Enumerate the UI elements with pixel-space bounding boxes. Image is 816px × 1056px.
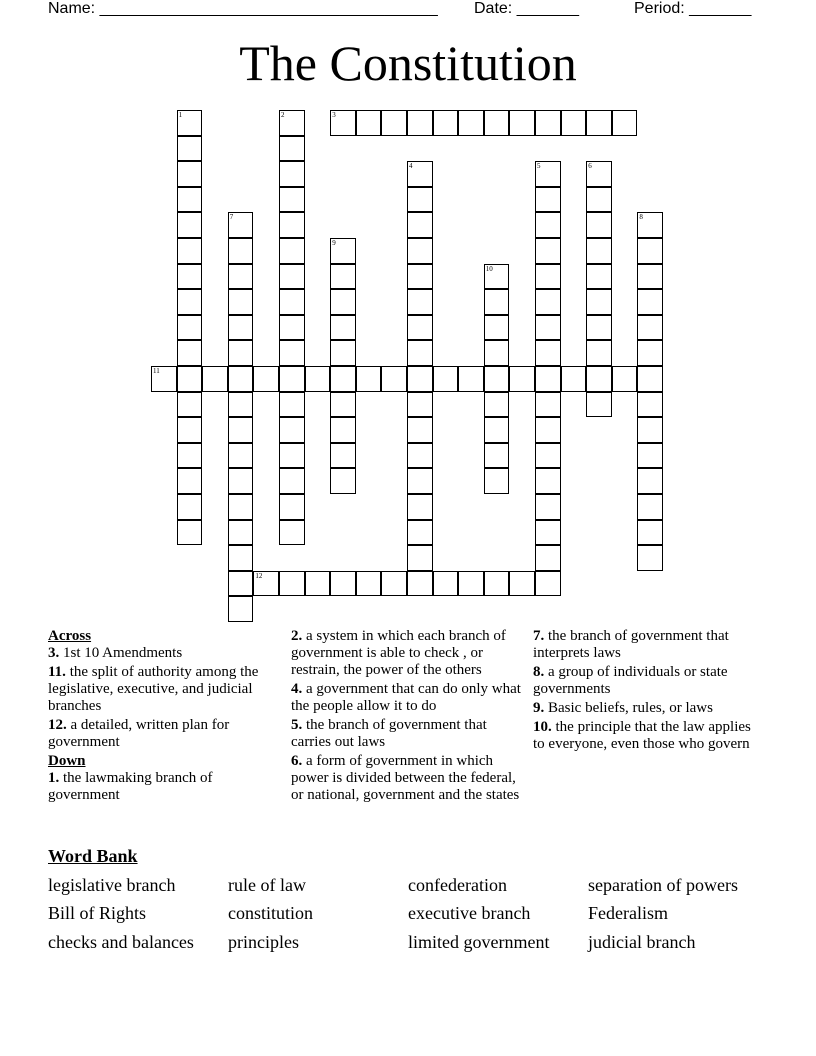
crossword-cell[interactable] [407, 264, 433, 290]
crossword-cell[interactable] [535, 366, 561, 392]
clue-across-3: 3. 1st 10 Amendments [48, 645, 183, 661]
crossword-cell[interactable] [330, 264, 356, 290]
clue-number: 11 [153, 367, 160, 375]
crossword-cell[interactable] [407, 340, 433, 366]
crossword-cell[interactable] [586, 187, 612, 213]
crossword-cell[interactable] [177, 417, 203, 443]
clue-down-8: 8. a group of individuals or state governments [533, 664, 728, 697]
crossword-cell[interactable] [637, 238, 663, 264]
crossword-cell[interactable] [433, 366, 459, 392]
crossword-cell[interactable] [330, 443, 356, 469]
crossword-cell[interactable] [279, 392, 305, 418]
crossword-cell[interactable] [637, 494, 663, 520]
clue-number: 6 [588, 162, 592, 171]
crossword-cell[interactable] [637, 315, 663, 341]
clue-number: 3 [332, 111, 336, 119]
crossword-cell[interactable] [279, 315, 305, 341]
crossword-cell[interactable] [407, 238, 433, 264]
crossword-cell[interactable] [407, 289, 433, 315]
crossword-cell[interactable] [279, 212, 305, 238]
crossword-cell[interactable] [637, 340, 663, 366]
crossword-cell[interactable] [586, 238, 612, 264]
crossword-cell[interactable] [535, 264, 561, 290]
crossword-cell[interactable] [637, 545, 663, 571]
crossword-cell[interactable] [535, 187, 561, 213]
crossword-cell[interactable] [561, 110, 587, 136]
crossword-cell[interactable] [279, 238, 305, 264]
clues-column-1 [48, 628, 273, 806]
crossword-cell[interactable] [535, 238, 561, 264]
clue-down-1: 1. the lawmaking branch of government [48, 770, 213, 803]
clue-number: 5 [537, 162, 541, 171]
crossword-cell[interactable] [177, 161, 203, 187]
crossword-cell[interactable] [228, 238, 254, 264]
crossword-cell[interactable] [407, 392, 433, 418]
crossword-cell[interactable] [407, 212, 433, 238]
crossword-cell[interactable] [458, 571, 484, 597]
crossword-cell[interactable] [458, 110, 484, 136]
crossword-cell[interactable] [330, 392, 356, 418]
crossword-cell[interactable] [177, 392, 203, 418]
crossword-cell[interactable] [407, 571, 433, 597]
crossword-cell[interactable] [177, 340, 203, 366]
crossword-cell[interactable] [305, 571, 331, 597]
crossword-cell[interactable] [177, 315, 203, 341]
crossword-cell[interactable] [637, 468, 663, 494]
crossword-cell[interactable] [253, 571, 279, 597]
crossword-cell[interactable] [535, 110, 561, 136]
crossword-cell[interactable] [228, 392, 254, 418]
crossword-cell[interactable] [228, 494, 254, 520]
crossword-cell[interactable] [279, 494, 305, 520]
crossword-cell[interactable] [177, 238, 203, 264]
crossword-cell[interactable] [586, 212, 612, 238]
crossword-cell[interactable] [586, 340, 612, 366]
crossword-cell[interactable] [407, 161, 433, 187]
crossword-cell[interactable] [407, 545, 433, 571]
crossword-cell[interactable] [279, 468, 305, 494]
crossword-cell[interactable] [637, 366, 663, 392]
crossword-cell[interactable] [279, 289, 305, 315]
crossword-cell[interactable] [484, 289, 510, 315]
crossword-cell[interactable] [228, 289, 254, 315]
clue-across-11: 11. the split of authority among the legislative, executive, and judicial branches [48, 664, 259, 714]
clue-down-7: 7. the branch of government that interprets laws [533, 628, 729, 661]
crossword-cell[interactable] [637, 264, 663, 290]
word-bank-item: legislative branch [48, 875, 176, 895]
word-bank-item: limited government [408, 932, 550, 952]
clue-number: 4 [409, 162, 413, 171]
crossword-cell[interactable] [151, 366, 177, 392]
crossword-cell[interactable] [586, 110, 612, 136]
crossword-cell[interactable] [228, 315, 254, 341]
crossword-cell[interactable] [330, 468, 356, 494]
word-bank-item: constitution [228, 903, 313, 923]
clue-number: 1 [178, 111, 183, 119]
clue-number: 8 [639, 213, 643, 222]
clue-number: 2 [281, 111, 285, 119]
crossword-cell[interactable] [637, 289, 663, 315]
crossword-cell[interactable] [228, 340, 254, 366]
crossword-cell[interactable] [177, 520, 203, 546]
crossword-cell[interactable] [407, 187, 433, 213]
crossword-cell[interactable] [279, 571, 305, 597]
crossword-cell[interactable] [177, 468, 203, 494]
crossword-cell[interactable] [484, 443, 510, 469]
crossword-cell[interactable] [177, 366, 203, 392]
crossword-cell[interactable] [228, 212, 254, 238]
word-bank-item: confederation [408, 875, 507, 895]
page-title: The Constitution [239, 35, 577, 91]
crossword-cell[interactable] [612, 366, 638, 392]
crossword-cell[interactable] [484, 366, 510, 392]
crossword-cell[interactable] [535, 212, 561, 238]
crossword-cell[interactable] [228, 366, 254, 392]
crossword-cell[interactable] [484, 468, 510, 494]
clue-down-6: 6. a form of government in which power is divided between the federal, or national, government and the states [291, 753, 520, 803]
crossword-cell[interactable] [177, 289, 203, 315]
crossword-cell[interactable] [407, 468, 433, 494]
crossword-cell[interactable] [509, 110, 535, 136]
clues-column-2 [291, 628, 523, 806]
across-heading: Across [48, 628, 92, 644]
crossword-cell[interactable] [535, 417, 561, 443]
crossword-cell[interactable] [535, 443, 561, 469]
crossword-cell[interactable] [228, 468, 254, 494]
crossword-cell[interactable] [177, 212, 203, 238]
crossword-cell[interactable] [484, 110, 510, 136]
clue-number: 7 [229, 213, 234, 222]
crossword-cell[interactable] [330, 340, 356, 366]
word-bank-title: Word Bank [48, 846, 138, 866]
word-bank-item: rule of law [228, 875, 306, 895]
crossword-cell[interactable] [509, 366, 535, 392]
crossword-cell[interactable] [330, 238, 356, 264]
word-bank-item: Federalism [588, 903, 668, 923]
name-field[interactable]: Name: ______________________________________ [48, 0, 438, 17]
clue-down-2: 2. a system in which each branch of government is able to check , or restrain, the power of the others [291, 628, 506, 678]
word-bank-item: checks and balances [48, 932, 194, 952]
crossword-cell[interactable] [535, 289, 561, 315]
crossword-cell[interactable] [177, 110, 203, 136]
crossword-cell[interactable] [509, 571, 535, 597]
crossword-cell[interactable] [612, 110, 638, 136]
crossword-cell[interactable] [637, 392, 663, 418]
crossword-cell[interactable] [177, 494, 203, 520]
crossword-cell[interactable] [279, 110, 305, 136]
clue-number: 12 [255, 571, 263, 580]
crossword-cell[interactable] [561, 366, 587, 392]
crossword-cell[interactable] [535, 161, 561, 187]
crossword-cell[interactable] [279, 161, 305, 187]
crossword-cell[interactable] [228, 571, 254, 597]
crossword-cell[interactable] [279, 264, 305, 290]
crossword-cell[interactable] [407, 315, 433, 341]
crossword-cell[interactable] [535, 392, 561, 418]
crossword-cell[interactable] [637, 417, 663, 443]
down-heading: Down [48, 753, 86, 769]
crossword-cell[interactable] [433, 571, 459, 597]
crossword-cell[interactable] [484, 340, 510, 366]
crossword-cell[interactable] [177, 136, 203, 162]
crossword-cell[interactable] [535, 520, 561, 546]
crossword-cell[interactable] [253, 366, 279, 392]
clues-column-3 [533, 628, 758, 755]
crossword-cell[interactable] [330, 417, 356, 443]
crossword-cell[interactable] [177, 443, 203, 469]
crossword-cell[interactable] [407, 366, 433, 392]
crossword-cell[interactable] [305, 366, 331, 392]
crossword-cell[interactable] [407, 520, 433, 546]
crossword-cell[interactable] [484, 315, 510, 341]
crossword-cell[interactable] [279, 417, 305, 443]
crossword-cell[interactable] [279, 340, 305, 366]
crossword-cell[interactable] [330, 289, 356, 315]
crossword-cell[interactable] [228, 264, 254, 290]
word-bank-item: principles [228, 932, 299, 952]
crossword-cell[interactable] [228, 443, 254, 469]
crossword-cell[interactable] [484, 392, 510, 418]
crossword-cell[interactable] [381, 110, 407, 136]
crossword-cell[interactable] [637, 212, 663, 238]
crossword-cell[interactable] [228, 417, 254, 443]
crossword-cell[interactable] [586, 161, 612, 187]
crossword-cell[interactable] [381, 571, 407, 597]
crossword-cell[interactable] [407, 417, 433, 443]
word-bank-item: Bill of Rights [48, 903, 147, 923]
crossword-cell[interactable] [535, 571, 561, 597]
crossword-cell[interactable] [228, 520, 254, 546]
crossword-cell[interactable] [586, 264, 612, 290]
crossword-cell[interactable] [279, 187, 305, 213]
crossword-cell[interactable] [228, 596, 254, 622]
crossword-cell[interactable] [484, 571, 510, 597]
crossword-cell[interactable] [407, 494, 433, 520]
word-bank-item: separation of powers [588, 875, 738, 895]
crossword-cell[interactable] [330, 366, 356, 392]
clue-down-9: 9. Basic beliefs, rules, or laws [533, 700, 713, 716]
crossword-cell[interactable] [279, 366, 305, 392]
crossword-cell[interactable] [279, 136, 305, 162]
word-bank-item: judicial branch [588, 932, 696, 952]
crossword-cell[interactable] [586, 392, 612, 418]
period-field[interactable]: Period: _______ [634, 0, 752, 17]
crossword-cell[interactable] [586, 315, 612, 341]
crossword-cell[interactable] [279, 520, 305, 546]
clue-down-5: 5. the branch of government that carries out laws [291, 717, 487, 750]
crossword-cell[interactable] [356, 366, 382, 392]
crossword-cell[interactable] [202, 366, 228, 392]
word-bank-item: executive branch [408, 903, 531, 923]
crossword-cell[interactable] [279, 443, 305, 469]
crossword-cell[interactable] [535, 494, 561, 520]
crossword-cell[interactable] [228, 545, 254, 571]
crossword-cell[interactable] [535, 545, 561, 571]
crossword-cell[interactable] [586, 289, 612, 315]
crossword-cell[interactable] [484, 417, 510, 443]
crossword-cell[interactable] [637, 443, 663, 469]
crossword-cell[interactable] [177, 187, 203, 213]
date-field[interactable]: Date: _______ [474, 0, 579, 17]
crossword-cell[interactable] [177, 264, 203, 290]
clue-down-4: 4. a government that can do only what the people allow it to do [291, 681, 521, 714]
crossword-cell[interactable] [535, 340, 561, 366]
crossword-cell[interactable] [433, 110, 459, 136]
crossword-cell[interactable] [407, 443, 433, 469]
crossword-cell[interactable] [586, 366, 612, 392]
crossword-cell[interactable] [356, 110, 382, 136]
crossword-cell[interactable] [484, 264, 510, 290]
clue-down-10: 10. the principle that the law applies to everyone, even those who govern [533, 719, 751, 752]
crossword-cell[interactable] [356, 571, 382, 597]
crossword-cell[interactable] [381, 366, 407, 392]
crossword-cell[interactable] [330, 110, 356, 136]
crossword-cell[interactable] [535, 468, 561, 494]
crossword-cell[interactable] [458, 366, 484, 392]
clue-number: 9 [332, 239, 336, 247]
clue-number: 10 [485, 264, 493, 273]
crossword-cell[interactable] [330, 315, 356, 341]
crossword-cell[interactable] [407, 110, 433, 136]
crossword-cell[interactable] [637, 520, 663, 546]
clue-across-12: 12. a detailed, written plan for government [48, 717, 230, 750]
crossword-cell[interactable] [330, 571, 356, 597]
crossword-cell[interactable] [535, 315, 561, 341]
